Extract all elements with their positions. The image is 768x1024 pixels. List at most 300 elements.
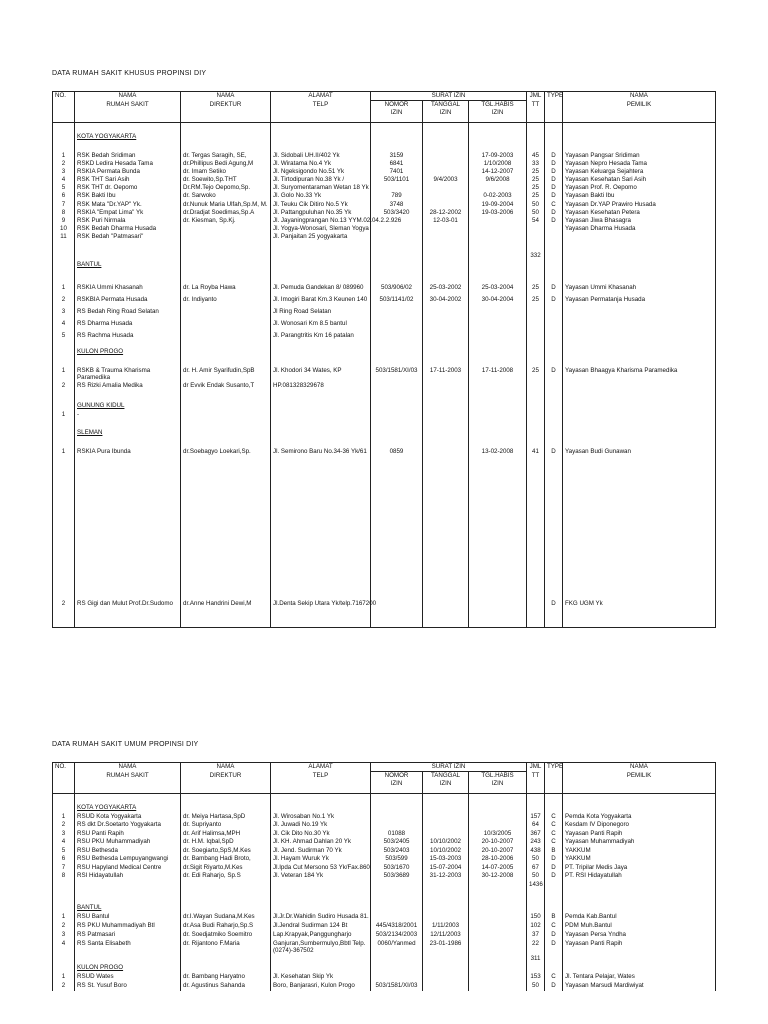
cell-jml-tt — [527, 357, 545, 367]
cell-pemilik: Yayasan Bakti Ibu — [563, 192, 716, 200]
cell-tanggal-izin — [423, 821, 469, 830]
table-row — [53, 855, 716, 864]
cell-direktur: dr. Indiyanto — [181, 296, 271, 308]
cell-type: C — [545, 813, 563, 822]
cell-tgl-habis — [469, 394, 527, 402]
cell-tanggal-izin — [423, 133, 469, 142]
table-row — [53, 308, 716, 320]
cell-pemilik — [563, 890, 716, 904]
cell-tanggal-izin — [423, 320, 469, 332]
cell-tgl-habis: 10/3/2005 — [469, 830, 527, 839]
spacer-row — [53, 610, 716, 627]
cell-pemilik: Yayasan Pangsar Sridiman — [563, 152, 716, 160]
cell-alamat: Jl Ring Road Selatan — [271, 308, 371, 320]
cell-rumah-sakit — [75, 421, 181, 429]
cell-nomor-izin: 7401 — [371, 168, 423, 176]
table-row — [53, 982, 716, 991]
cell-pemilik: Yayasan Panti Rapih — [563, 940, 716, 956]
cell-jml-tt: 311 — [527, 955, 545, 964]
cell-direktur — [181, 794, 271, 804]
cell-direktur: dr.Nunuk Maria Ulfah,Sp.M, M. — [181, 201, 271, 209]
cell-tgl-habis — [469, 320, 527, 332]
header-jml: JML — [527, 92, 545, 101]
cell-rumah-sakit: RSU Panti Rapih — [75, 830, 181, 839]
cell-tanggal-izin — [423, 973, 469, 982]
cell-type: C — [545, 830, 563, 839]
cell-nomor-izin — [371, 382, 423, 394]
cell-nomor-izin — [371, 421, 423, 429]
cell-jml-tt — [527, 402, 545, 411]
header-nama-pemilik: NAMA — [563, 92, 716, 101]
cell-nomor-izin — [371, 973, 423, 982]
table-row — [53, 201, 716, 209]
cell-pemilik: Yayasan Jiwa Bhasagra — [563, 217, 716, 225]
cell-direktur — [181, 610, 271, 627]
cell-direktur: dr.Anne Handrini Dewi,M — [181, 600, 271, 610]
cell-rumah-sakit — [75, 794, 181, 804]
cell-no: 2 — [53, 922, 75, 931]
cell-nomor-izin: 503/1141/02 — [371, 296, 423, 308]
cell-jml-tt: 25 — [527, 168, 545, 176]
cell-no — [53, 394, 75, 402]
cell-tanggal-izin — [423, 225, 469, 233]
cell-no: 4 — [53, 320, 75, 332]
cell-type: D — [545, 184, 563, 192]
header-rumah-sakit: RUMAH SAKIT — [75, 101, 181, 123]
cell-jml-tt — [527, 242, 545, 252]
cell-tgl-habis — [469, 922, 527, 931]
cell-rumah-sakit: RS St. Yusuf Boro — [75, 982, 181, 991]
table-row — [53, 184, 716, 192]
cell-alamat: Jl. Tirtodipuran No.38 Yk / — [271, 176, 371, 184]
cell-pemilik — [563, 133, 716, 142]
cell-tgl-habis — [469, 252, 527, 261]
cell-no: 4 — [53, 838, 75, 847]
cell-alamat — [271, 429, 371, 438]
cell-tanggal-izin — [423, 168, 469, 176]
cell-pemilik: Kesdam IV Diponegoro — [563, 821, 716, 830]
cell-rumah-sakit: RSUD Wates — [75, 973, 181, 982]
region-heading — [53, 348, 716, 357]
cell-tanggal-izin — [423, 152, 469, 160]
cell-rumah-sakit: RS PKU Muhammadiyah Btl — [75, 922, 181, 931]
cell-direktur: dr. Edi Raharjo, Sp.S — [181, 872, 271, 881]
cell-pemilik — [563, 261, 716, 270]
cell-no: 5 — [53, 184, 75, 192]
cell-rumah-sakit: RS dkt Dr.Soetarto Yogyakarta — [75, 821, 181, 830]
cell-type — [545, 320, 563, 332]
cell-type: D — [545, 152, 563, 160]
cell-direktur: dr. Soedjatmiko Soemitro — [181, 931, 271, 940]
cell-no — [53, 955, 75, 964]
cell-tgl-habis — [469, 955, 527, 964]
cell-no: 1 — [53, 813, 75, 822]
header-direktur: DIREKTUR — [181, 772, 271, 794]
cell-rumah-sakit: KULON PROGO — [75, 964, 181, 973]
cell-tanggal-izin — [423, 913, 469, 922]
cell-tanggal-izin: 10/10/2002 — [423, 838, 469, 847]
spacer-row — [53, 438, 716, 448]
cell-jml-tt: 22 — [527, 940, 545, 956]
cell-jml-tt — [527, 794, 545, 804]
cell-jml-tt — [527, 429, 545, 438]
cell-tanggal-izin — [423, 438, 469, 448]
cell-alamat — [271, 133, 371, 142]
spacer-row — [53, 242, 716, 252]
cell-type — [545, 382, 563, 394]
cell-nomor-izin — [371, 357, 423, 367]
cell-alamat: Jl. Yogya-Wonosari, Sleman Yogya — [271, 225, 371, 233]
cell-no: 5 — [53, 332, 75, 344]
header-pemilik: PEMILIK — [563, 772, 716, 794]
cell-pemilik — [563, 242, 716, 252]
cell-alamat — [271, 242, 371, 252]
cell-no — [53, 458, 75, 600]
cell-alamat: Jl.Jr.Dr.Wahidin Sudiro Husada 81. — [271, 913, 371, 922]
khusus-body — [53, 123, 716, 628]
cell-no — [53, 133, 75, 142]
cell-jml-tt: 25 — [527, 367, 545, 383]
cell-tgl-habis — [469, 429, 527, 438]
cell-rumah-sakit — [75, 890, 181, 904]
cell-no — [53, 904, 75, 913]
cell-jml-tt: 50 — [527, 201, 545, 209]
cell-tgl-habis — [469, 217, 527, 225]
cell-no — [53, 270, 75, 284]
cell-tanggal-izin: 9/4/2003 — [423, 176, 469, 184]
cell-alamat — [271, 794, 371, 804]
cell-no: 6 — [53, 855, 75, 864]
cell-jml-tt: 50 — [527, 982, 545, 991]
cell-tgl-habis: 14-07-2005 — [469, 864, 527, 873]
table-row — [53, 922, 716, 931]
cell-pemilik: Yayasan Marsudi Mardiwiyat — [563, 982, 716, 991]
cell-rumah-sakit: RS Gigi dan Mulut Prof.Dr.Sudomo — [75, 600, 181, 610]
cell-type: D — [545, 176, 563, 184]
header-pemilik: PEMILIK — [563, 101, 716, 123]
cell-rumah-sakit: RS Bedah Ring Road Selatan — [75, 308, 181, 320]
cell-type: C — [545, 922, 563, 931]
header-type: TYPE — [545, 763, 563, 794]
cell-tgl-habis: 30-12-2008 — [469, 872, 527, 881]
cell-type: C — [545, 201, 563, 209]
cell-alamat: Jl. Suryomentaraman Wetan 18 Yk — [271, 184, 371, 192]
cell-tanggal-izin — [423, 233, 469, 241]
cell-jml-tt: 67 — [527, 864, 545, 873]
cell-rumah-sakit: KOTA YOGYAKARTA — [75, 133, 181, 142]
cell-type — [545, 881, 563, 890]
table-row — [53, 448, 716, 458]
cell-tgl-habis — [469, 225, 527, 233]
cell-tanggal-izin — [423, 429, 469, 438]
header-nama-direktur: NAMA — [181, 763, 271, 772]
cell-nomor-izin — [371, 402, 423, 411]
cell-direktur: dr.Phillipus Bedi Agung,M — [181, 160, 271, 168]
cell-tanggal-izin: 25-03-2002 — [423, 284, 469, 296]
cell-nomor-izin — [371, 955, 423, 964]
cell-no: 1 — [53, 973, 75, 982]
cell-nomor-izin — [371, 813, 423, 822]
cell-jml-tt: 25 — [527, 296, 545, 308]
cell-alamat: Jl. Ngeksigondo No.51 Yk — [271, 168, 371, 176]
header-jml: JML — [527, 763, 545, 772]
cell-jml-tt — [527, 382, 545, 394]
cell-nomor-izin: 503/599 — [371, 855, 423, 864]
cell-direktur — [181, 402, 271, 411]
cell-rumah-sakit: BANTUL — [75, 261, 181, 270]
cell-alamat: Jl. Wonosari Km 8.5 bantul — [271, 320, 371, 332]
cell-jml-tt: 332 — [527, 252, 545, 261]
cell-tgl-habis — [469, 931, 527, 940]
cell-alamat — [271, 142, 371, 152]
cell-jml-tt: 50 — [527, 209, 545, 217]
cell-nomor-izin — [371, 890, 423, 904]
cell-pemilik — [563, 438, 716, 448]
cell-alamat: HP.081328329678 — [271, 382, 371, 394]
cell-tgl-habis — [469, 982, 527, 991]
cell-tgl-habis — [469, 184, 527, 192]
cell-rumah-sakit — [75, 458, 181, 600]
cell-no: 3 — [53, 931, 75, 940]
header-alamat: ALAMAT — [271, 92, 371, 101]
cell-tgl-habis — [469, 357, 527, 367]
cell-nomor-izin — [371, 123, 423, 133]
cell-tgl-habis — [469, 610, 527, 627]
cell-pemilik — [563, 357, 716, 367]
cell-type — [545, 261, 563, 270]
cell-nomor-izin: 503/2403 — [371, 847, 423, 856]
cell-jml-tt — [527, 133, 545, 142]
cell-direktur — [181, 270, 271, 284]
cell-direktur — [181, 123, 271, 133]
table-row — [53, 813, 716, 822]
cell-tgl-habis: 19-09-2004 — [469, 201, 527, 209]
cell-tanggal-izin — [423, 261, 469, 270]
cell-tgl-habis: 14-12-2007 — [469, 168, 527, 176]
cell-tgl-habis — [469, 821, 527, 830]
cell-rumah-sakit — [75, 357, 181, 367]
cell-pemilik: Yayasan Bhaagya Kharisma Paramedika — [563, 367, 716, 383]
cell-pemilik — [563, 794, 716, 804]
cell-rumah-sakit: RSKBIA Permata Husada — [75, 296, 181, 308]
cell-tanggal-izin — [423, 421, 469, 429]
cell-type — [545, 252, 563, 261]
cell-pemilik: Yayasan Keluarga Sejahtera — [563, 168, 716, 176]
cell-alamat: Jl. Jend. Sudirman 70 Yk — [271, 847, 371, 856]
cell-no — [53, 357, 75, 367]
spacer-row — [53, 890, 716, 904]
table-row — [53, 217, 716, 225]
cell-type — [545, 357, 563, 367]
cell-pemilik — [563, 804, 716, 813]
cell-nomor-izin — [371, 225, 423, 233]
cell-rumah-sakit: RSKIA Permata Bunda — [75, 168, 181, 176]
cell-nomor-izin: 0859 — [371, 448, 423, 458]
cell-rumah-sakit: RSK Bedah Sridiman — [75, 152, 181, 160]
cell-tgl-habis — [469, 382, 527, 394]
cell-direktur — [181, 332, 271, 344]
cell-jml-tt — [527, 123, 545, 133]
cell-no — [53, 794, 75, 804]
cell-tanggal-izin — [423, 184, 469, 192]
cell-direktur — [181, 348, 271, 357]
cell-jml-tt — [527, 890, 545, 904]
cell-tanggal-izin — [423, 448, 469, 458]
cell-rumah-sakit: GUNUNG KIDUL — [75, 402, 181, 411]
cell-jml-tt: 157 — [527, 813, 545, 822]
cell-rumah-sakit: KULON PROGO — [75, 348, 181, 357]
header-nomor-izin: NOMOR IZIN — [371, 101, 423, 123]
cell-alamat — [271, 458, 371, 600]
cell-no — [53, 429, 75, 438]
cell-tanggal-izin: 23-01-1986 — [423, 940, 469, 956]
cell-tgl-habis: 17-09-2003 — [469, 152, 527, 160]
cell-no — [53, 123, 75, 133]
cell-no: 9 — [53, 217, 75, 225]
cell-jml-tt: 64 — [527, 821, 545, 830]
cell-jml-tt: 438 — [527, 847, 545, 856]
header-tanggal-izin: TANGGAL IZIN — [423, 101, 469, 123]
cell-rumah-sakit: RS Rizki Amalia Medika — [75, 382, 181, 394]
cell-nomor-izin: 503/1581/XI/03 — [371, 367, 423, 383]
cell-tanggal-izin — [423, 402, 469, 411]
spacer-row — [53, 394, 716, 402]
cell-jml-tt — [527, 261, 545, 270]
cell-tgl-habis — [469, 804, 527, 813]
spacer-row — [53, 357, 716, 367]
cell-alamat: Jl. Veteran 184 Yk — [271, 872, 371, 881]
cell-tanggal-izin: 10/10/2002 — [423, 847, 469, 856]
cell-rumah-sakit: RSKIA Ummi Khasanah — [75, 284, 181, 296]
cell-nomor-izin — [371, 394, 423, 402]
cell-type: D — [545, 982, 563, 991]
cell-tanggal-izin — [423, 142, 469, 152]
cell-tgl-habis — [469, 402, 527, 411]
region-heading — [53, 133, 716, 142]
cell-no: 3 — [53, 308, 75, 320]
khusus-title: DATA RUMAH SAKIT KHUSUS PROPINSI DIY — [52, 70, 207, 77]
cell-alamat — [271, 252, 371, 261]
cell-tanggal-izin — [423, 252, 469, 261]
table-row — [53, 152, 716, 160]
cell-tgl-habis: 30-04-2004 — [469, 296, 527, 308]
cell-pemilik — [563, 233, 716, 241]
cell-direktur: dr. La Royba Hawa — [181, 284, 271, 296]
cell-tanggal-izin: 28-12-2002 — [423, 209, 469, 217]
cell-direktur: dr. Kiesman, Sp.Kj. — [181, 217, 271, 225]
cell-type — [545, 794, 563, 804]
cell-direktur — [181, 804, 271, 813]
table-row — [53, 332, 716, 344]
cell-type — [545, 458, 563, 600]
cell-direktur: dr. Supriyanto — [181, 821, 271, 830]
cell-rumah-sakit: - — [75, 411, 181, 421]
cell-pemilik: Jl. Tentara Pelajar, Wates — [563, 973, 716, 982]
table-row — [53, 284, 716, 296]
cell-tanggal-izin — [423, 600, 469, 610]
cell-alamat — [271, 890, 371, 904]
cell-jml-tt: 367 — [527, 830, 545, 839]
cell-type — [545, 610, 563, 627]
cell-direktur — [181, 320, 271, 332]
cell-tgl-habis: 25-03-2004 — [469, 284, 527, 296]
cell-alamat: Jl. Imogiri Barat Km.3 Keunen 140 — [271, 296, 371, 308]
cell-direktur — [181, 421, 271, 429]
umum-title: DATA RUMAH SAKIT UMUM PROPINSI DIY — [52, 741, 199, 748]
cell-direktur — [181, 142, 271, 152]
cell-type — [545, 964, 563, 973]
header-telp: TELP — [271, 101, 371, 123]
cell-no: 1 — [53, 284, 75, 296]
cell-nomor-izin: 789 — [371, 192, 423, 200]
cell-no — [53, 402, 75, 411]
cell-alamat: Jl. Wirosaban No.1 Yk — [271, 813, 371, 822]
cell-jml-tt — [527, 458, 545, 600]
cell-tgl-habis — [469, 940, 527, 956]
cell-tgl-habis: 13-02-2008 — [469, 448, 527, 458]
cell-tanggal-izin: 12-03-01 — [423, 217, 469, 225]
cell-type — [545, 955, 563, 964]
cell-no: 1 — [53, 152, 75, 160]
cell-tanggal-izin — [423, 160, 469, 168]
cell-tanggal-izin — [423, 242, 469, 252]
cell-alamat — [271, 270, 371, 284]
khusus-table — [52, 91, 716, 628]
cell-pemilik: Yayasan Persa Yndha — [563, 931, 716, 940]
cell-pemilik — [563, 904, 716, 913]
table-row — [53, 940, 716, 956]
cell-nomor-izin — [371, 794, 423, 804]
cell-jml-tt — [527, 411, 545, 421]
cell-jml-tt — [527, 964, 545, 973]
cell-no — [53, 348, 75, 357]
cell-tanggal-izin — [423, 270, 469, 284]
cell-nomor-izin — [371, 610, 423, 627]
cell-direktur — [181, 133, 271, 142]
cell-jml-tt: 243 — [527, 838, 545, 847]
cell-no: 1 — [53, 913, 75, 922]
cell-direktur: dr. Sarwoko — [181, 192, 271, 200]
cell-tanggal-izin — [423, 964, 469, 973]
cell-nomor-izin — [371, 804, 423, 813]
cell-pemilik — [563, 394, 716, 402]
cell-nomor-izin — [371, 964, 423, 973]
cell-pemilik: Yayasan Kesehatan Sari Asih — [563, 176, 716, 184]
cell-type — [545, 804, 563, 813]
cell-tgl-habis: 17-11-2008 — [469, 367, 527, 383]
cell-rumah-sakit: RS Patmasari — [75, 931, 181, 940]
cell-alamat: Jl.Denta Sekip Utara Yk/telp.7167200 — [271, 600, 371, 610]
cell-tanggal-izin — [423, 308, 469, 320]
cell-direktur — [181, 881, 271, 890]
cell-jml-tt — [527, 394, 545, 402]
header-nama-rs: NAMA — [75, 92, 181, 101]
cell-type — [545, 332, 563, 344]
cell-pemilik — [563, 421, 716, 429]
cell-type: D — [545, 448, 563, 458]
cell-no: 1 — [53, 411, 75, 421]
cell-nomor-izin — [371, 261, 423, 270]
cell-rumah-sakit: BANTUL — [75, 904, 181, 913]
cell-tanggal-izin — [423, 904, 469, 913]
cell-tanggal-izin — [423, 458, 469, 600]
cell-tgl-habis: 1/10/2008 — [469, 160, 527, 168]
cell-nomor-izin — [371, 308, 423, 320]
cell-alamat: Jl. Semirono Baru No.34-36 Yk/61 — [271, 448, 371, 458]
cell-rumah-sakit: RSK Bakti Ibu — [75, 192, 181, 200]
cell-rumah-sakit: RSK THT Sari Asih — [75, 176, 181, 184]
cell-direktur: dr.Dradjat Soedimas,Sp.A — [181, 209, 271, 217]
